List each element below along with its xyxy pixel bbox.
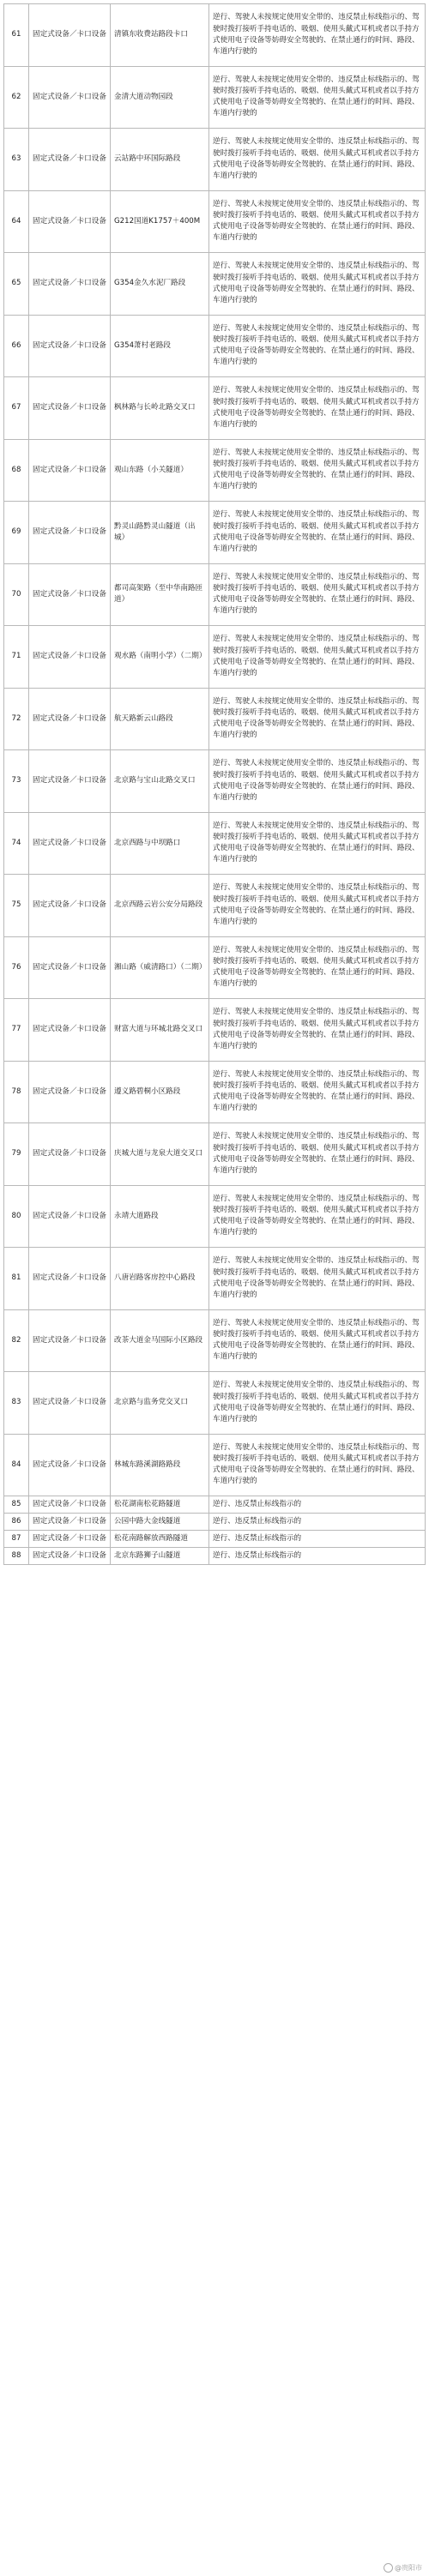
violation-behaviors: 逆行、驾驶人未按规定使用安全带的、违反禁止标线指示的、驾驶时拨打接听手持电话的、吸烟、使用头戴式耳机或者以手持方式使用电子设备等妨碍安全驾驶的、在禁止通行的时间、路段、车道内行驶的 — [209, 936, 426, 999]
row-number: 81 — [4, 1248, 29, 1310]
table-row — [4, 1248, 426, 1310]
table-row — [4, 1548, 426, 1565]
row-number: 67 — [4, 377, 29, 440]
camera-location: 都司高架路（至中华南路匝道） — [111, 563, 209, 626]
row-number: 84 — [4, 1434, 29, 1496]
camera-location: 遵义路碧桐小区路段 — [111, 1061, 209, 1123]
table-row — [4, 1309, 426, 1372]
device-type: 固定式设备／卡口设备 — [29, 1061, 111, 1123]
device-type: 固定式设备／卡口设备 — [29, 1496, 111, 1514]
row-number: 69 — [4, 502, 29, 564]
device-type: 固定式设备／卡口设备 — [29, 1514, 111, 1531]
violation-behaviors: 逆行、驾驶人未按规定使用安全带的、违反禁止标线指示的、驾驶时拨打接听手持电话的、吸烟、使用头戴式耳机或者以手持方式使用电子设备等妨碍安全驾驶的、在禁止通行的时间、路段、车道内行驶的 — [209, 129, 426, 191]
camera-location: 北京路与宝山北路交叉口 — [111, 750, 209, 813]
camera-location: 湘山路（威清路口）（二期） — [111, 936, 209, 999]
violation-behaviors: 逆行、违反禁止标线指示的 — [209, 1514, 426, 1531]
violation-behaviors: 逆行、驾驶人未按规定使用安全带的、违反禁止标线指示的、驾驶时拨打接听手持电话的、吸烟、使用头戴式耳机或者以手持方式使用电子设备等妨碍安全驾驶的、在禁止通行的时间、路段、车道内行驶的 — [209, 253, 426, 316]
table-row — [4, 1531, 426, 1548]
violation-behaviors: 逆行、驾驶人未按规定使用安全带的、违反禁止标线指示的、驾驶时拨打接听手持电话的、吸烟、使用头戴式耳机或者以手持方式使用电子设备等妨碍安全驾驶的、在禁止通行的时间、路段、车道内行驶的 — [209, 1309, 426, 1372]
violation-behaviors: 逆行、驾驶人未按规定使用安全带的、违反禁止标线指示的、驾驶时拨打接听手持电话的、吸烟、使用头戴式耳机或者以手持方式使用电子设备等妨碍安全驾驶的、在禁止通行的时间、路段、车道内行驶的 — [209, 750, 426, 813]
row-number: 76 — [4, 936, 29, 999]
device-type: 固定式设备／卡口设备 — [29, 1185, 111, 1248]
device-type: 固定式设备／卡口设备 — [29, 1248, 111, 1310]
violation-behaviors: 逆行、驾驶人未按规定使用安全带的、违反禁止标线指示的、驾驶时拨打接听手持电话的、吸烟、使用头戴式耳机或者以手持方式使用电子设备等妨碍安全驾驶的、在禁止通行的时间、路段、车道内行驶的 — [209, 1061, 426, 1123]
violation-behaviors: 逆行、违反禁止标线指示的 — [209, 1548, 426, 1565]
violation-behaviors: 逆行、驾驶人未按规定使用安全带的、违反禁止标线指示的、驾驶时拨打接听手持电话的、吸烟、使用头戴式耳机或者以手持方式使用电子设备等妨碍安全驾驶的、在禁止通行的时间、路段、车道内行驶的 — [209, 1434, 426, 1496]
table-row — [4, 999, 426, 1062]
camera-location: 枫林路与长岭北路交叉口 — [111, 377, 209, 440]
camera-location: 清镇东收费站路段卡口 — [111, 4, 209, 67]
camera-location: 北京东路狮子山隧道 — [111, 1548, 209, 1565]
row-number: 85 — [4, 1496, 29, 1514]
camera-location: 北京西路与中坝路口 — [111, 812, 209, 875]
row-number: 86 — [4, 1514, 29, 1531]
camera-location: 黔灵山路黔灵山隧道（出城） — [111, 502, 209, 564]
camera-location: 北京西路云岩公安分局路段 — [111, 875, 209, 937]
camera-location: 云站路中环国际路段 — [111, 129, 209, 191]
row-number: 78 — [4, 1061, 29, 1123]
device-type: 固定式设备／卡口设备 — [29, 1548, 111, 1565]
row-number: 83 — [4, 1372, 29, 1435]
device-type: 固定式设备／卡口设备 — [29, 1434, 111, 1496]
device-type: 固定式设备／卡口设备 — [29, 315, 111, 377]
table-row — [4, 1123, 426, 1186]
camera-location: 北京路与监务党交叉口 — [111, 1372, 209, 1435]
row-number: 74 — [4, 812, 29, 875]
violation-behaviors: 逆行、驾驶人未按规定使用安全带的、违反禁止标线指示的、驾驶时拨打接听手持电话的、吸烟、使用头戴式耳机或者以手持方式使用电子设备等妨碍安全驾驶的、在禁止通行的时间、路段、车道内行驶的 — [209, 563, 426, 626]
row-number: 73 — [4, 750, 29, 813]
table-row — [4, 253, 426, 316]
camera-location: 八唐岩路客房控中心路段 — [111, 1248, 209, 1310]
table-row — [4, 129, 426, 191]
weibo-icon — [384, 2563, 393, 2573]
table-row — [4, 1061, 426, 1123]
violation-behaviors: 逆行、驾驶人未按规定使用安全带的、违反禁止标线指示的、驾驶时拨打接听手持电话的、吸烟、使用头戴式耳机或者以手持方式使用电子设备等妨碍安全驾驶的、在禁止通行的时间、路段、车道内行驶的 — [209, 812, 426, 875]
device-type: 固定式设备／卡口设备 — [29, 4, 111, 67]
violation-behaviors: 逆行、驾驶人未按规定使用安全带的、违反禁止标线指示的、驾驶时拨打接听手持电话的、吸烟、使用头戴式耳机或者以手持方式使用电子设备等妨碍安全驾驶的、在禁止通行的时间、路段、车道内行驶的 — [209, 190, 426, 253]
row-number: 79 — [4, 1123, 29, 1186]
device-type: 固定式设备／卡口设备 — [29, 626, 111, 689]
table-row — [4, 688, 426, 750]
violation-behaviors: 逆行、驾驶人未按规定使用安全带的、违反禁止标线指示的、驾驶时拨打接听手持电话的、吸烟、使用头戴式耳机或者以手持方式使用电子设备等妨碍安全驾驶的、在禁止通行的时间、路段、车道内行驶的 — [209, 1248, 426, 1310]
table-row — [4, 377, 426, 440]
table-row — [4, 502, 426, 564]
device-type: 固定式设备／卡口设备 — [29, 502, 111, 564]
device-type: 固定式设备／卡口设备 — [29, 66, 111, 129]
camera-location: 永靖大道路段 — [111, 1185, 209, 1248]
device-type: 固定式设备／卡口设备 — [29, 1372, 111, 1435]
violation-behaviors: 逆行、违反禁止标线指示的 — [209, 1496, 426, 1514]
device-type: 固定式设备／卡口设备 — [29, 688, 111, 750]
table-row — [4, 626, 426, 689]
device-type: 固定式设备／卡口设备 — [29, 875, 111, 937]
row-number: 63 — [4, 129, 29, 191]
row-number: 62 — [4, 66, 29, 129]
camera-location: 观水路（南明小学）（二期） — [111, 626, 209, 689]
table-row — [4, 1372, 426, 1435]
row-number: 82 — [4, 1309, 29, 1372]
device-type: 固定式设备／卡口设备 — [29, 750, 111, 813]
row-number: 75 — [4, 875, 29, 937]
device-type: 固定式设备／卡口设备 — [29, 812, 111, 875]
violation-behaviors: 逆行、驾驶人未按规定使用安全带的、违反禁止标线指示的、驾驶时拨打接听手持电话的、吸烟、使用头戴式耳机或者以手持方式使用电子设备等妨碍安全驾驶的、在禁止通行的时间、路段、车道内行驶的 — [209, 4, 426, 67]
camera-location: 财富大道与环城北路交叉口 — [111, 999, 209, 1062]
watermark-text: @贵阳市 — [395, 2564, 422, 2572]
camera-location: G212国道K1757＋400M — [111, 190, 209, 253]
table-row — [4, 190, 426, 253]
device-type: 固定式设备／卡口设备 — [29, 377, 111, 440]
row-number: 65 — [4, 253, 29, 316]
violation-behaviors: 逆行、驾驶人未按规定使用安全带的、违反禁止标线指示的、驾驶时拨打接听手持电话的、吸烟、使用头戴式耳机或者以手持方式使用电子设备等妨碍安全驾驶的、在禁止通行的时间、路段、车道内行驶的 — [209, 439, 426, 502]
row-number: 64 — [4, 190, 29, 253]
row-number: 77 — [4, 999, 29, 1062]
device-type: 固定式设备／卡口设备 — [29, 439, 111, 502]
camera-location: 松花湖南松花路隧道 — [111, 1496, 209, 1514]
violation-behaviors: 逆行、驾驶人未按规定使用安全带的、违反禁止标线指示的、驾驶时拨打接听手持电话的、吸烟、使用头戴式耳机或者以手持方式使用电子设备等妨碍安全驾驶的、在禁止通行的时间、路段、车道内行驶的 — [209, 999, 426, 1062]
row-number: 72 — [4, 688, 29, 750]
device-type: 固定式设备／卡口设备 — [29, 999, 111, 1062]
device-type: 固定式设备／卡口设备 — [29, 253, 111, 316]
row-number: 68 — [4, 439, 29, 502]
violation-behaviors: 逆行、驾驶人未按规定使用安全带的、违反禁止标线指示的、驾驶时拨打接听手持电话的、吸烟、使用头戴式耳机或者以手持方式使用电子设备等妨碍安全驾驶的、在禁止通行的时间、路段、车道内行驶的 — [209, 315, 426, 377]
violation-behaviors: 逆行、驾驶人未按规定使用安全带的、违反禁止标线指示的、驾驶时拨打接听手持电话的、吸烟、使用头戴式耳机或者以手持方式使用电子设备等妨碍安全驾驶的、在禁止通行的时间、路段、车道内行驶的 — [209, 1372, 426, 1435]
table-row — [4, 66, 426, 129]
table-row — [4, 439, 426, 502]
row-number: 80 — [4, 1185, 29, 1248]
table-row — [4, 936, 426, 999]
camera-location: 改茶大道金马国际小区路段 — [111, 1309, 209, 1372]
row-number: 88 — [4, 1548, 29, 1565]
table-row — [4, 875, 426, 937]
camera-location: 航天路新云山路段 — [111, 688, 209, 750]
table-row — [4, 4, 426, 67]
table-row — [4, 1434, 426, 1496]
violation-behaviors: 逆行、驾驶人未按规定使用安全带的、违反禁止标线指示的、驾驶时拨打接听手持电话的、吸烟、使用头戴式耳机或者以手持方式使用电子设备等妨碍安全驾驶的、在禁止通行的时间、路段、车道内行驶的 — [209, 875, 426, 937]
violation-behaviors: 逆行、驾驶人未按规定使用安全带的、违反禁止标线指示的、驾驶时拨打接听手持电话的、吸烟、使用头戴式耳机或者以手持方式使用电子设备等妨碍安全驾驶的、在禁止通行的时间、路段、车道内行驶的 — [209, 66, 426, 129]
table-body — [4, 4, 426, 1565]
camera-table — [3, 3, 426, 1565]
camera-location: 公园中路大金线隧道 — [111, 1514, 209, 1531]
table-row — [4, 1514, 426, 1531]
row-number: 71 — [4, 626, 29, 689]
row-number: 70 — [4, 563, 29, 626]
device-type: 固定式设备／卡口设备 — [29, 1309, 111, 1372]
device-type: 固定式设备／卡口设备 — [29, 1123, 111, 1186]
camera-location: G354金久水泥厂路段 — [111, 253, 209, 316]
camera-location: 庆城大道与龙泉大道交叉口 — [111, 1123, 209, 1186]
table-row — [4, 750, 426, 813]
table-row — [4, 315, 426, 377]
violation-behaviors: 逆行、驾驶人未按规定使用安全带的、违反禁止标线指示的、驾驶时拨打接听手持电话的、吸烟、使用头戴式耳机或者以手持方式使用电子设备等妨碍安全驾驶的、在禁止通行的时间、路段、车道内行驶的 — [209, 377, 426, 440]
camera-location: G354萧村老路段 — [111, 315, 209, 377]
table-row — [4, 1496, 426, 1514]
violation-behaviors: 逆行、驾驶人未按规定使用安全带的、违反禁止标线指示的、驾驶时拨打接听手持电话的、吸烟、使用头戴式耳机或者以手持方式使用电子设备等妨碍安全驾驶的、在禁止通行的时间、路段、车道内行驶的 — [209, 1123, 426, 1186]
device-type: 固定式设备／卡口设备 — [29, 129, 111, 191]
table-row — [4, 812, 426, 875]
row-number: 61 — [4, 4, 29, 67]
device-type: 固定式设备／卡口设备 — [29, 936, 111, 999]
device-type: 固定式设备／卡口设备 — [29, 1531, 111, 1548]
table-row — [4, 1185, 426, 1248]
camera-location: 松花南路解放西路隧道 — [111, 1531, 209, 1548]
table-row — [4, 563, 426, 626]
camera-location: 林城东路溪湖路路段 — [111, 1434, 209, 1496]
camera-location: 观山东路（小关隧道） — [111, 439, 209, 502]
violation-behaviors: 逆行、违反禁止标线指示的 — [209, 1531, 426, 1548]
violation-behaviors: 逆行、驾驶人未按规定使用安全带的、违反禁止标线指示的、驾驶时拨打接听手持电话的、吸烟、使用头戴式耳机或者以手持方式使用电子设备等妨碍安全驾驶的、在禁止通行的时间、路段、车道内行驶的 — [209, 626, 426, 689]
device-type: 固定式设备／卡口设备 — [29, 190, 111, 253]
violation-behaviors: 逆行、驾驶人未按规定使用安全带的、违反禁止标线指示的、驾驶时拨打接听手持电话的、吸烟、使用头戴式耳机或者以手持方式使用电子设备等妨碍安全驾驶的、在禁止通行的时间、路段、车道内行驶的 — [209, 688, 426, 750]
row-number: 66 — [4, 315, 29, 377]
device-type: 固定式设备／卡口设备 — [29, 563, 111, 626]
violation-behaviors: 逆行、驾驶人未按规定使用安全带的、违反禁止标线指示的、驾驶时拨打接听手持电话的、吸烟、使用头戴式耳机或者以手持方式使用电子设备等妨碍安全驾驶的、在禁止通行的时间、路段、车道内行驶的 — [209, 1185, 426, 1248]
row-number: 87 — [4, 1531, 29, 1548]
camera-location: 金清大道动物园段 — [111, 66, 209, 129]
watermark — [384, 2563, 422, 2573]
violation-behaviors: 逆行、驾驶人未按规定使用安全带的、违反禁止标线指示的、驾驶时拨打接听手持电话的、吸烟、使用头戴式耳机或者以手持方式使用电子设备等妨碍安全驾驶的、在禁止通行的时间、路段、车道内行驶的 — [209, 502, 426, 564]
